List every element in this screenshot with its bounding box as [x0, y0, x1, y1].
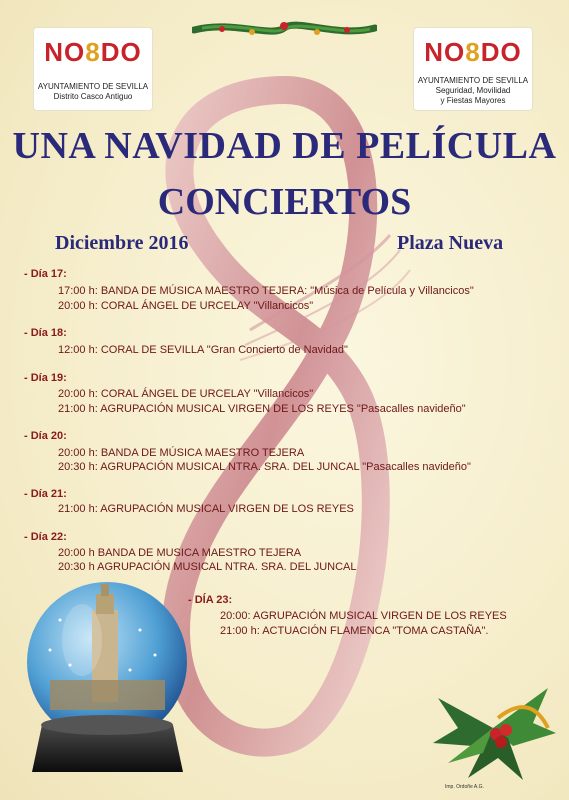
poster-title: UNA NAVIDAD DE PELÍCULA: [12, 125, 557, 167]
schedule-day: - Día 18:: [24, 327, 67, 339]
logo-nodo-wordmark: NO8DO: [424, 37, 522, 67]
schedule-event: 12:00 h: CORAL DE SEVILLA "Gran Concierto de Navidad": [58, 344, 348, 356]
schedule-event: 21:00 h: AGRUPACIÓN MUSICAL VIRGEN DE LOS REYES: [58, 503, 354, 515]
logo-line: Seguridad, Movilidad: [435, 86, 511, 95]
schedule-day: - Día 20:: [24, 430, 67, 442]
logo-line: Distrito Casco Antiguo: [53, 92, 133, 101]
schedule-event: 20:00 h BANDA DE MUSICA MAESTRO TEJERA: [58, 547, 302, 559]
logo-nodo-distrito: [34, 28, 152, 110]
schedule-event: 20:00 h: CORAL ÁNGEL DE URCELAY "Villancicos": [58, 300, 314, 312]
logo-line: AYUNTAMIENTO DE SEVILLA: [37, 82, 149, 91]
logo-line: AYUNTAMIENTO DE SEVILLA: [417, 76, 529, 85]
holly-ornament-icon: [428, 668, 558, 786]
event-venue: Plaza Nueva: [397, 232, 504, 254]
schedule-day: - Día 19:: [24, 372, 67, 384]
schedule-event: 17:00 h: BANDA DE MÚSICA MAESTRO TEJERA: "Música de Película y Villancicos": [58, 285, 474, 297]
schedule-day: - Día 22:: [24, 531, 67, 543]
snow-globe-giralda-icon: [20, 580, 195, 780]
schedule-event: 20:00 h: BANDA DE MÚSICA MAESTRO TEJERA: [58, 447, 305, 459]
schedule-day: - Día 17:: [24, 268, 67, 280]
schedule-event: 20:30 h: AGRUPACIÓN MUSICAL NTRA. SRA. DEL JUNCAL "Pasacalles navideño": [58, 461, 471, 473]
schedule-event: 21:00 h: ACTUACIÓN FLAMENCA "TOMA CASTAÑA".: [220, 625, 489, 637]
logo-nodo-wordmark: NO8DO: [44, 37, 142, 67]
schedule-day: - Día 21:: [24, 488, 67, 500]
schedule-event: 21:00 h: AGRUPACIÓN MUSICAL VIRGEN DE LOS REYES "Pasacalles navideño": [58, 403, 466, 415]
schedule-event: 20:30 h AGRUPACIÓN MUSICAL NTRA. SRA. DEL JUNCAL: [58, 561, 357, 573]
schedule-event: 20:00: AGRUPACIÓN MUSICAL VIRGEN DE LOS REYES: [220, 610, 507, 622]
logo-line: y Fiestas Mayores: [440, 96, 506, 105]
schedule-day: - DÍA 23:: [188, 594, 233, 606]
printer-credit: Imp. Ordoñe A.G.: [445, 784, 484, 790]
christmas-garland-icon: [192, 16, 377, 42]
logo-nodo-seguridad: [414, 28, 532, 110]
schedule-event: 20:00 h: CORAL ÁNGEL DE URCELAY "Villancicos": [58, 388, 314, 400]
event-month: Diciembre 2016: [55, 232, 189, 254]
poster-subtitle: CONCIERTOS: [157, 181, 412, 223]
